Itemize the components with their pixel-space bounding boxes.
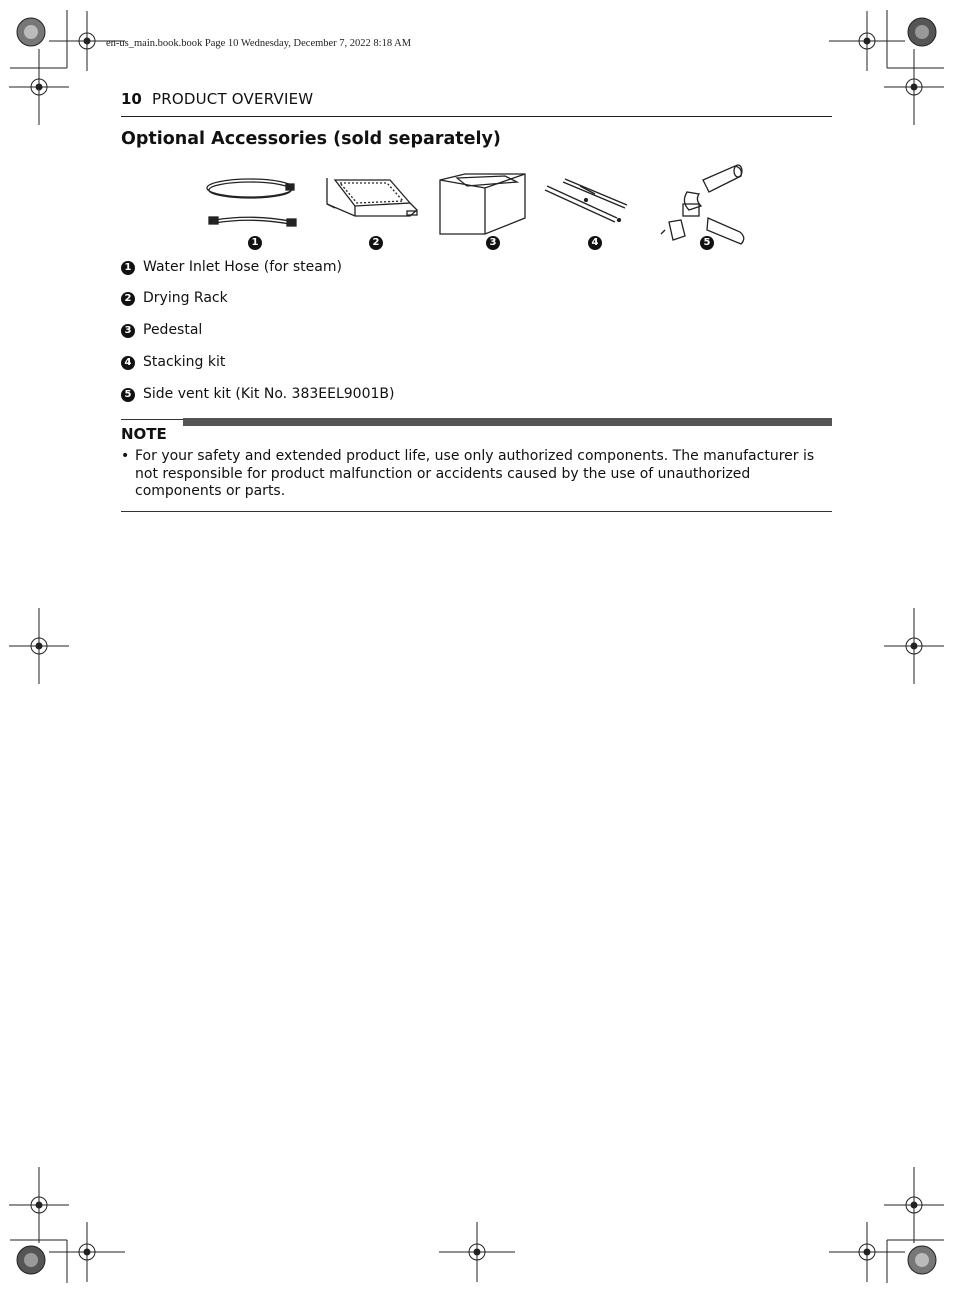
page-title: Optional Accessories (sold separately) bbox=[121, 129, 501, 149]
figure-number-1: 1 bbox=[248, 236, 262, 250]
item-label: Stacking kit bbox=[143, 354, 226, 370]
accessories-figure bbox=[195, 158, 765, 254]
side-vent-kit-illustration bbox=[661, 165, 744, 244]
note-bottom-divider bbox=[121, 511, 832, 512]
item-number: 2 bbox=[121, 292, 135, 306]
item-number: 5 bbox=[121, 388, 135, 402]
item-label: Pedestal bbox=[143, 322, 203, 338]
item-label: Drying Rack bbox=[143, 290, 228, 306]
list-item bbox=[121, 290, 228, 306]
print-info: en-us_main.book.book Page 10 Wednesday, December 7, 2022 8:18 AM bbox=[106, 38, 412, 49]
note-bullet: • bbox=[121, 448, 130, 464]
note-title: NOTE bbox=[121, 425, 167, 443]
list-item bbox=[121, 386, 394, 402]
note-text: For your safety and extended product life, use only authorized components. The manufacturer is not responsible for product malfunction or accidents caused by the use of unauthorized components or parts. bbox=[135, 448, 815, 499]
drying-rack-illustration bbox=[327, 178, 417, 216]
item-label: Side vent kit (Kit No. 383EEL9001B) bbox=[143, 386, 395, 402]
item-label: Water Inlet Hose (for steam) bbox=[143, 259, 342, 275]
section-name: PRODUCT OVERVIEW bbox=[152, 90, 314, 108]
item-number: 3 bbox=[121, 324, 135, 338]
note-divider-thick bbox=[183, 418, 832, 426]
water-inlet-hose-illustration bbox=[207, 179, 296, 226]
list-item bbox=[121, 354, 225, 370]
list-item bbox=[121, 259, 342, 275]
item-number: 1 bbox=[121, 261, 135, 275]
figure-number-2: 2 bbox=[369, 236, 383, 250]
stacking-kit-illustration bbox=[545, 179, 627, 222]
note-body bbox=[121, 448, 832, 501]
pedestal-illustration bbox=[440, 174, 525, 234]
figure-number-4: 4 bbox=[588, 236, 602, 250]
page-header bbox=[121, 89, 832, 117]
figure-number-5: 5 bbox=[700, 236, 714, 250]
note-divider-thin bbox=[121, 419, 183, 420]
list-item bbox=[121, 322, 202, 338]
page-number: 10 bbox=[121, 90, 142, 108]
accessories-illustration bbox=[195, 158, 765, 254]
figure-number-3: 3 bbox=[486, 236, 500, 250]
item-number: 4 bbox=[121, 356, 135, 370]
